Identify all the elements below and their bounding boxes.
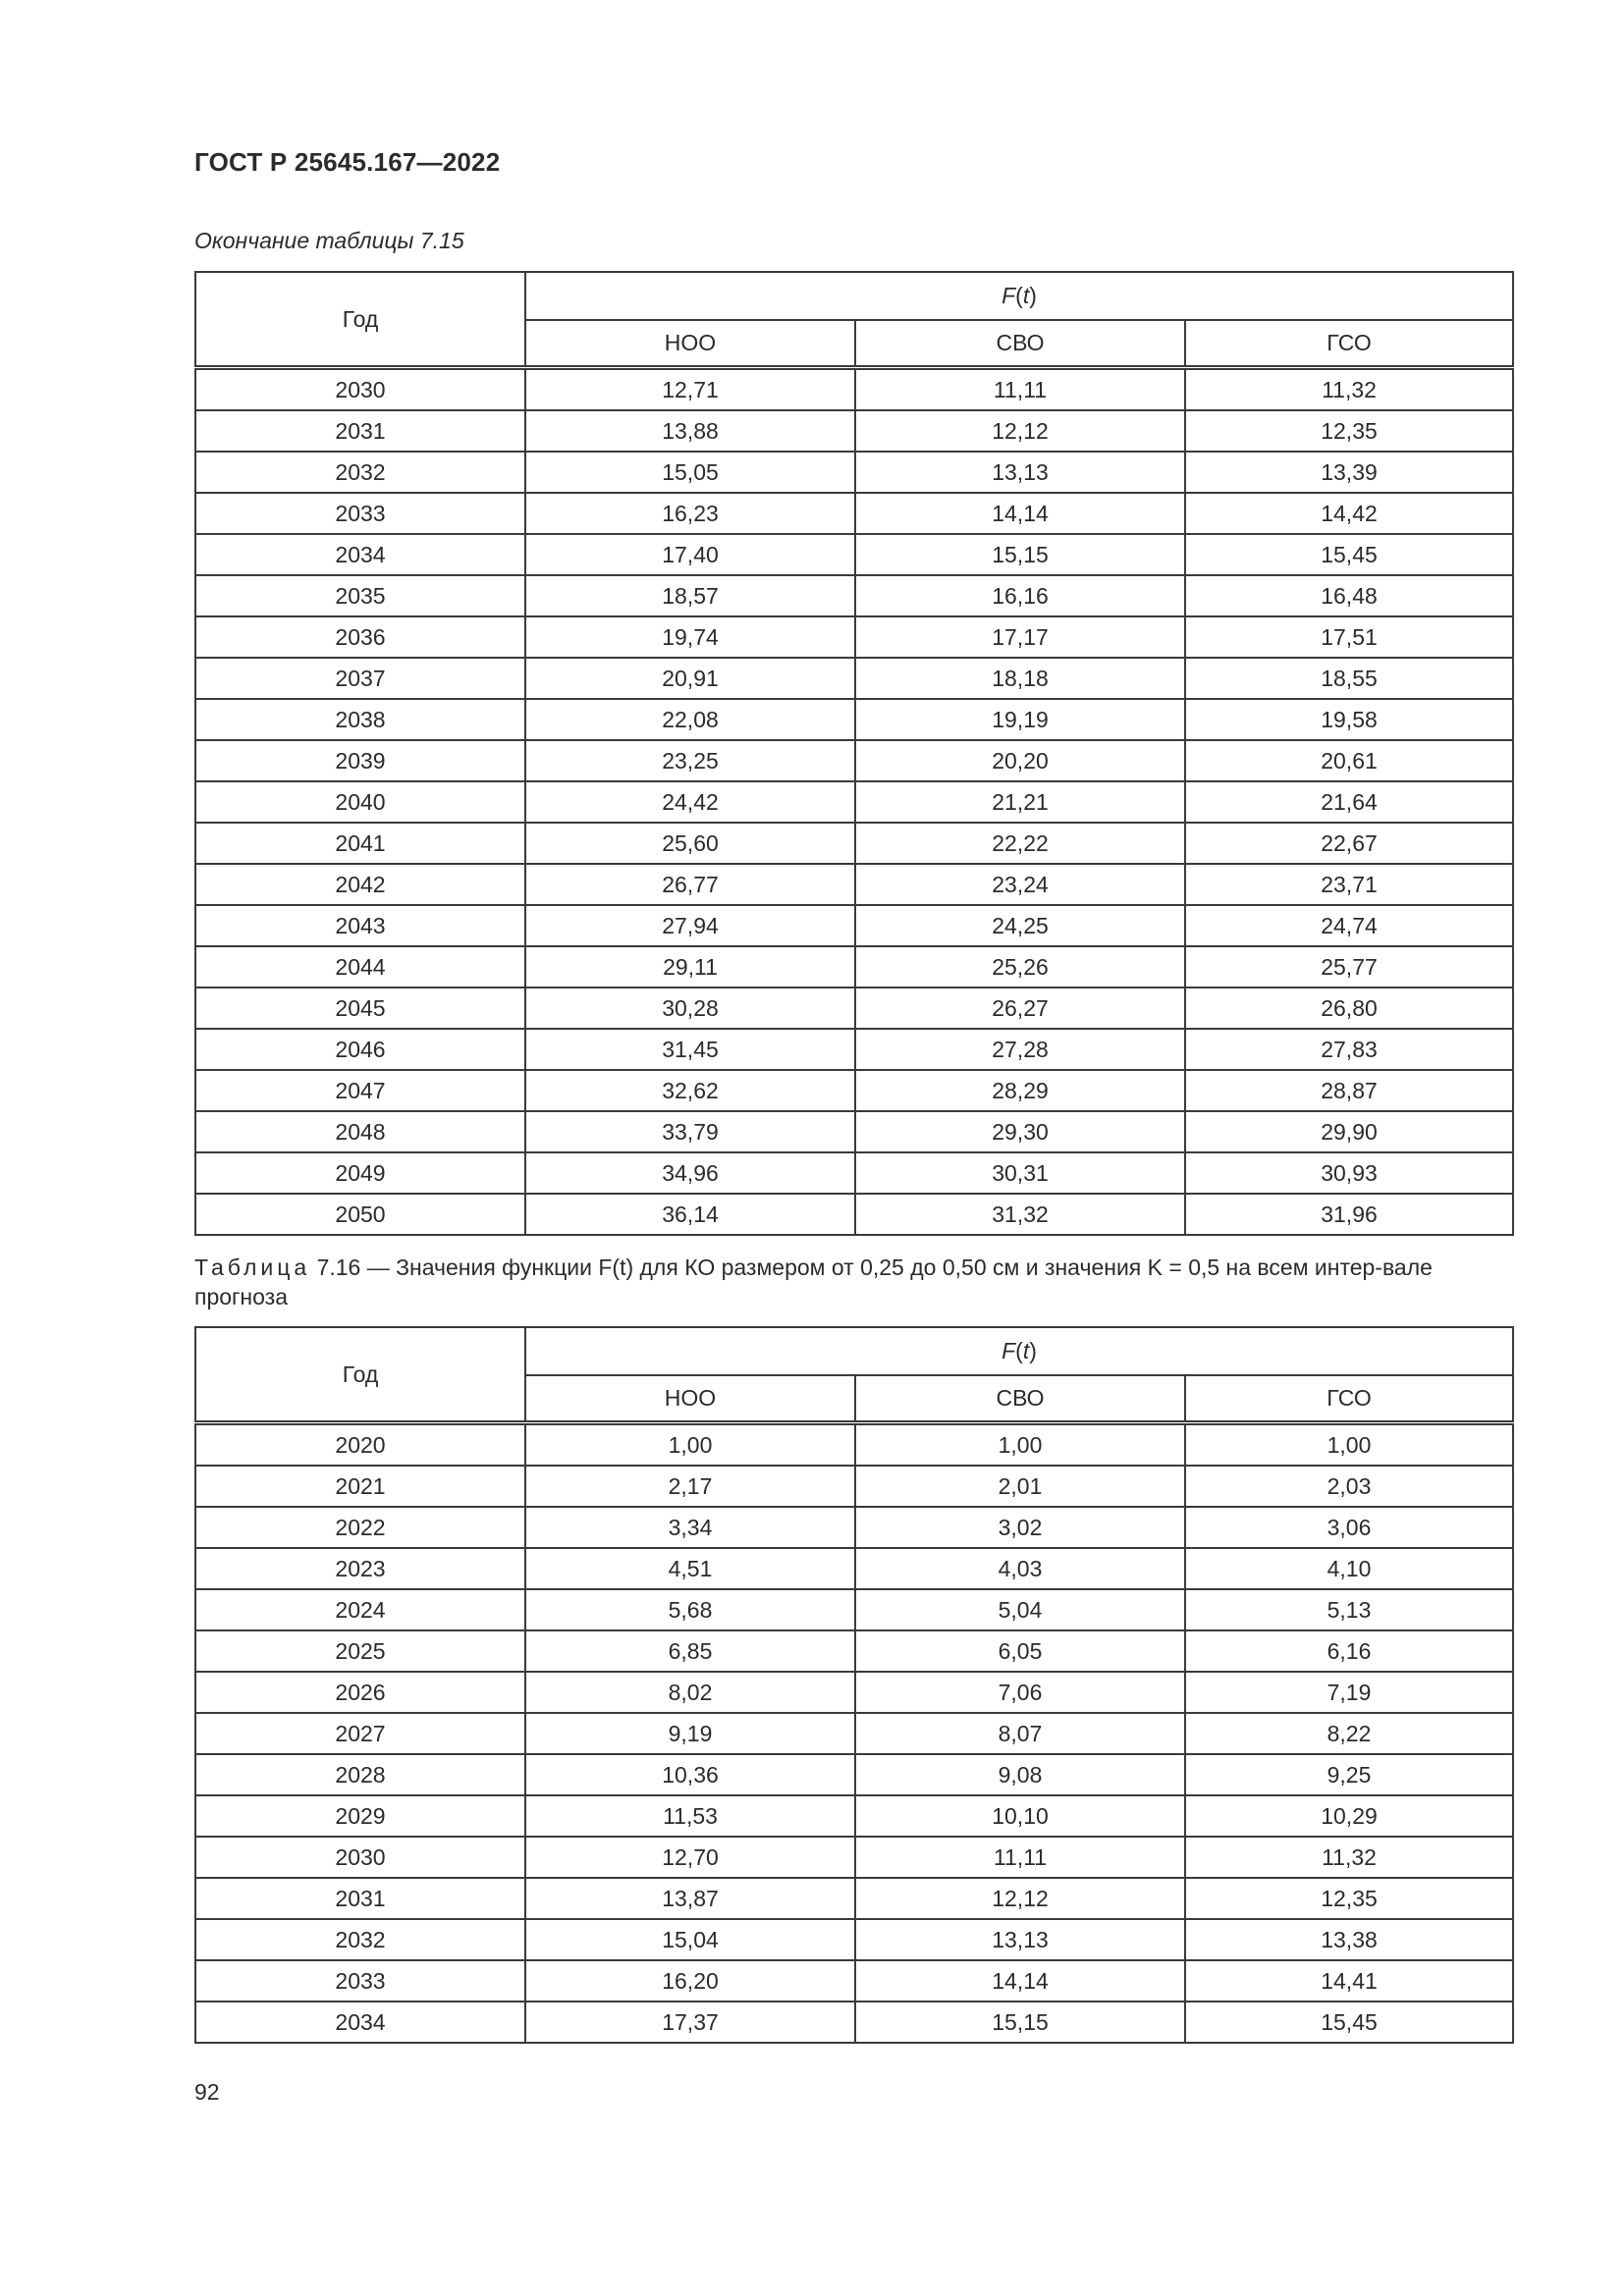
value-cell: 31,45 (525, 1029, 855, 1070)
column-header: ГСО (1185, 1375, 1513, 1423)
year-column-header: Год (195, 272, 525, 368)
table-row (195, 1111, 1513, 1152)
value-cell: 24,74 (1185, 905, 1513, 946)
value-cell: 27,83 (1185, 1029, 1513, 1070)
year-cell: 2021 (195, 1466, 525, 1507)
value-cell: 25,77 (1185, 946, 1513, 988)
value-cell: 30,31 (855, 1152, 1185, 1194)
year-cell: 2038 (195, 699, 525, 740)
table-row (195, 864, 1513, 905)
year-cell: 2045 (195, 988, 525, 1029)
year-cell: 2040 (195, 781, 525, 823)
value-cell: 13,38 (1185, 1919, 1513, 1960)
value-cell: 22,67 (1185, 823, 1513, 864)
value-cell: 12,71 (525, 368, 855, 411)
year-cell: 2026 (195, 1672, 525, 1713)
table-row (195, 699, 1513, 740)
table-row (195, 410, 1513, 452)
value-cell: 18,57 (525, 575, 855, 616)
value-cell: 28,87 (1185, 1070, 1513, 1111)
value-cell: 17,40 (525, 534, 855, 575)
value-cell: 23,24 (855, 864, 1185, 905)
value-cell: 16,16 (855, 575, 1185, 616)
year-cell: 2042 (195, 864, 525, 905)
year-cell: 2023 (195, 1548, 525, 1589)
document-header: ГОСТ Р 25645.167—2022 (194, 147, 501, 177)
value-cell: 6,85 (525, 1630, 855, 1672)
value-cell: 14,41 (1185, 1960, 1513, 2002)
value-cell: 15,05 (525, 452, 855, 493)
value-cell: 29,11 (525, 946, 855, 988)
year-cell: 2043 (195, 905, 525, 946)
value-cell: 28,29 (855, 1070, 1185, 1111)
table-row (195, 1919, 1513, 1960)
value-cell: 1,00 (855, 1423, 1185, 1467)
year-cell: 2032 (195, 1919, 525, 1960)
ft-label: F(t) (1001, 283, 1037, 308)
ft-group-header (525, 1327, 1513, 1375)
table-row (195, 1754, 1513, 1795)
year-cell: 2044 (195, 946, 525, 988)
table-row (195, 988, 1513, 1029)
value-cell: 17,17 (855, 616, 1185, 658)
value-cell: 24,42 (525, 781, 855, 823)
value-cell: 21,21 (855, 781, 1185, 823)
value-cell: 3,34 (525, 1507, 855, 1548)
value-cell: 2,03 (1185, 1466, 1513, 1507)
value-cell: 8,02 (525, 1672, 855, 1713)
year-cell: 2050 (195, 1194, 525, 1235)
value-cell: 10,36 (525, 1754, 855, 1795)
value-cell: 19,74 (525, 616, 855, 658)
value-cell: 14,14 (855, 493, 1185, 534)
value-cell: 34,96 (525, 1152, 855, 1194)
column-header: НОО (525, 1375, 855, 1423)
table-row (195, 1070, 1513, 1111)
table-row (195, 1548, 1513, 1589)
value-cell: 13,39 (1185, 452, 1513, 493)
value-cell: 11,11 (855, 368, 1185, 411)
year-cell: 2048 (195, 1111, 525, 1152)
value-cell: 18,55 (1185, 658, 1513, 699)
value-cell: 14,14 (855, 1960, 1185, 2002)
table-row (195, 658, 1513, 699)
value-cell: 10,10 (855, 1795, 1185, 1837)
value-cell: 4,03 (855, 1548, 1185, 1589)
ft-group-header (525, 272, 1513, 320)
table-row (195, 575, 1513, 616)
value-cell: 17,37 (525, 2002, 855, 2043)
caption-text: 7.16 — Значения функции F(t) для КО размером от 0,25 до 0,50 см и значения K = 0,5 на всем интер-вале прогноза (194, 1255, 1433, 1309)
year-cell: 2022 (195, 1507, 525, 1548)
table-row (195, 452, 1513, 493)
value-cell: 36,14 (525, 1194, 855, 1235)
table-row (195, 740, 1513, 781)
value-cell: 15,15 (855, 534, 1185, 575)
value-cell: 11,32 (1185, 1837, 1513, 1878)
value-cell: 9,19 (525, 1713, 855, 1754)
table-row (195, 781, 1513, 823)
table-row (195, 1960, 1513, 2002)
table-row (195, 1589, 1513, 1630)
year-cell: 2047 (195, 1070, 525, 1111)
value-cell: 20,61 (1185, 740, 1513, 781)
value-cell: 8,07 (855, 1713, 1185, 1754)
table-row (195, 1837, 1513, 1878)
value-cell: 11,53 (525, 1795, 855, 1837)
year-cell: 2034 (195, 534, 525, 575)
year-cell: 2039 (195, 740, 525, 781)
value-cell: 33,79 (525, 1111, 855, 1152)
value-cell: 16,48 (1185, 575, 1513, 616)
year-column-header: Год (195, 1327, 525, 1423)
year-cell: 2024 (195, 1589, 525, 1630)
table-row (195, 1795, 1513, 1837)
value-cell: 15,15 (855, 2002, 1185, 2043)
value-cell: 30,93 (1185, 1152, 1513, 1194)
table-row (195, 946, 1513, 988)
year-cell: 2028 (195, 1754, 525, 1795)
table-row (195, 2002, 1513, 2043)
value-cell: 15,45 (1185, 534, 1513, 575)
value-cell: 23,71 (1185, 864, 1513, 905)
value-cell: 6,05 (855, 1630, 1185, 1672)
value-cell: 10,29 (1185, 1795, 1513, 1837)
table-row (195, 493, 1513, 534)
value-cell: 26,77 (525, 864, 855, 905)
table-row (195, 1466, 1513, 1507)
value-cell: 30,28 (525, 988, 855, 1029)
value-cell: 12,35 (1185, 410, 1513, 452)
value-cell: 29,30 (855, 1111, 1185, 1152)
table-row (195, 1672, 1513, 1713)
value-cell: 2,17 (525, 1466, 855, 1507)
value-cell: 16,23 (525, 493, 855, 534)
value-cell: 20,20 (855, 740, 1185, 781)
value-cell: 27,94 (525, 905, 855, 946)
year-cell: 2037 (195, 658, 525, 699)
value-cell: 9,08 (855, 1754, 1185, 1795)
table-row (195, 616, 1513, 658)
value-cell: 12,12 (855, 410, 1185, 452)
value-cell: 13,88 (525, 410, 855, 452)
table-row (195, 1878, 1513, 1919)
table-continuation-caption: Окончание таблицы 7.15 (194, 228, 464, 253)
table-row (195, 1630, 1513, 1672)
table-row (195, 823, 1513, 864)
table-row (195, 1029, 1513, 1070)
value-cell: 12,35 (1185, 1878, 1513, 1919)
value-cell: 12,12 (855, 1878, 1185, 1919)
table-row (195, 1507, 1513, 1548)
value-cell: 24,25 (855, 905, 1185, 946)
year-cell: 2030 (195, 1837, 525, 1878)
value-cell: 5,04 (855, 1589, 1185, 1630)
value-cell: 4,51 (525, 1548, 855, 1589)
year-cell: 2029 (195, 1795, 525, 1837)
value-cell: 7,06 (855, 1672, 1185, 1713)
value-cell: 20,91 (525, 658, 855, 699)
value-cell: 4,10 (1185, 1548, 1513, 1589)
value-cell: 25,60 (525, 823, 855, 864)
value-cell: 26,80 (1185, 988, 1513, 1029)
table-7-16 (194, 1326, 1514, 2044)
value-cell: 3,06 (1185, 1507, 1513, 1548)
year-cell: 2041 (195, 823, 525, 864)
table-7-16-caption (194, 1253, 1510, 1311)
value-cell: 31,96 (1185, 1194, 1513, 1235)
value-cell: 21,64 (1185, 781, 1513, 823)
year-cell: 2033 (195, 1960, 525, 2002)
table-row (195, 1713, 1513, 1754)
table-row (195, 368, 1513, 411)
value-cell: 5,68 (525, 1589, 855, 1630)
value-cell: 8,22 (1185, 1713, 1513, 1754)
year-cell: 2031 (195, 1878, 525, 1919)
year-cell: 2033 (195, 493, 525, 534)
year-cell: 2046 (195, 1029, 525, 1070)
year-cell: 2049 (195, 1152, 525, 1194)
table-row (195, 1194, 1513, 1235)
value-cell: 23,25 (525, 740, 855, 781)
table-row (195, 905, 1513, 946)
value-cell: 22,08 (525, 699, 855, 740)
value-cell: 25,26 (855, 946, 1185, 988)
value-cell: 17,51 (1185, 616, 1513, 658)
year-cell: 2031 (195, 410, 525, 452)
value-cell: 19,19 (855, 699, 1185, 740)
value-cell: 13,87 (525, 1878, 855, 1919)
value-cell: 14,42 (1185, 493, 1513, 534)
value-cell: 29,90 (1185, 1111, 1513, 1152)
value-cell: 15,45 (1185, 2002, 1513, 2043)
value-cell: 26,27 (855, 988, 1185, 1029)
value-cell: 19,58 (1185, 699, 1513, 740)
year-cell: 2030 (195, 368, 525, 411)
value-cell: 2,01 (855, 1466, 1185, 1507)
year-cell: 2036 (195, 616, 525, 658)
value-cell: 13,13 (855, 452, 1185, 493)
value-cell: 1,00 (525, 1423, 855, 1467)
year-cell: 2025 (195, 1630, 525, 1672)
value-cell: 27,28 (855, 1029, 1185, 1070)
year-cell: 2027 (195, 1713, 525, 1754)
year-cell: 2035 (195, 575, 525, 616)
column-header: СВО (855, 1375, 1185, 1423)
table-row (195, 1152, 1513, 1194)
table-row (195, 534, 1513, 575)
value-cell: 3,02 (855, 1507, 1185, 1548)
value-cell: 1,00 (1185, 1423, 1513, 1467)
value-cell: 15,04 (525, 1919, 855, 1960)
caption-label: Таблица (194, 1255, 311, 1280)
page-number: 92 (194, 2079, 220, 2105)
table-row (195, 1423, 1513, 1467)
value-cell: 31,32 (855, 1194, 1185, 1235)
value-cell: 7,19 (1185, 1672, 1513, 1713)
value-cell: 22,22 (855, 823, 1185, 864)
column-header: ГСО (1185, 320, 1513, 368)
column-header: НОО (525, 320, 855, 368)
value-cell: 12,70 (525, 1837, 855, 1878)
year-cell: 2034 (195, 2002, 525, 2043)
value-cell: 18,18 (855, 658, 1185, 699)
ft-label: F(t) (1001, 1338, 1037, 1363)
value-cell: 16,20 (525, 1960, 855, 2002)
value-cell: 5,13 (1185, 1589, 1513, 1630)
value-cell: 11,32 (1185, 368, 1513, 411)
value-cell: 13,13 (855, 1919, 1185, 1960)
value-cell: 32,62 (525, 1070, 855, 1111)
value-cell: 9,25 (1185, 1754, 1513, 1795)
value-cell: 11,11 (855, 1837, 1185, 1878)
table-7-15 (194, 271, 1514, 1236)
value-cell: 6,16 (1185, 1630, 1513, 1672)
column-header: СВО (855, 320, 1185, 368)
year-cell: 2020 (195, 1423, 525, 1467)
year-cell: 2032 (195, 452, 525, 493)
